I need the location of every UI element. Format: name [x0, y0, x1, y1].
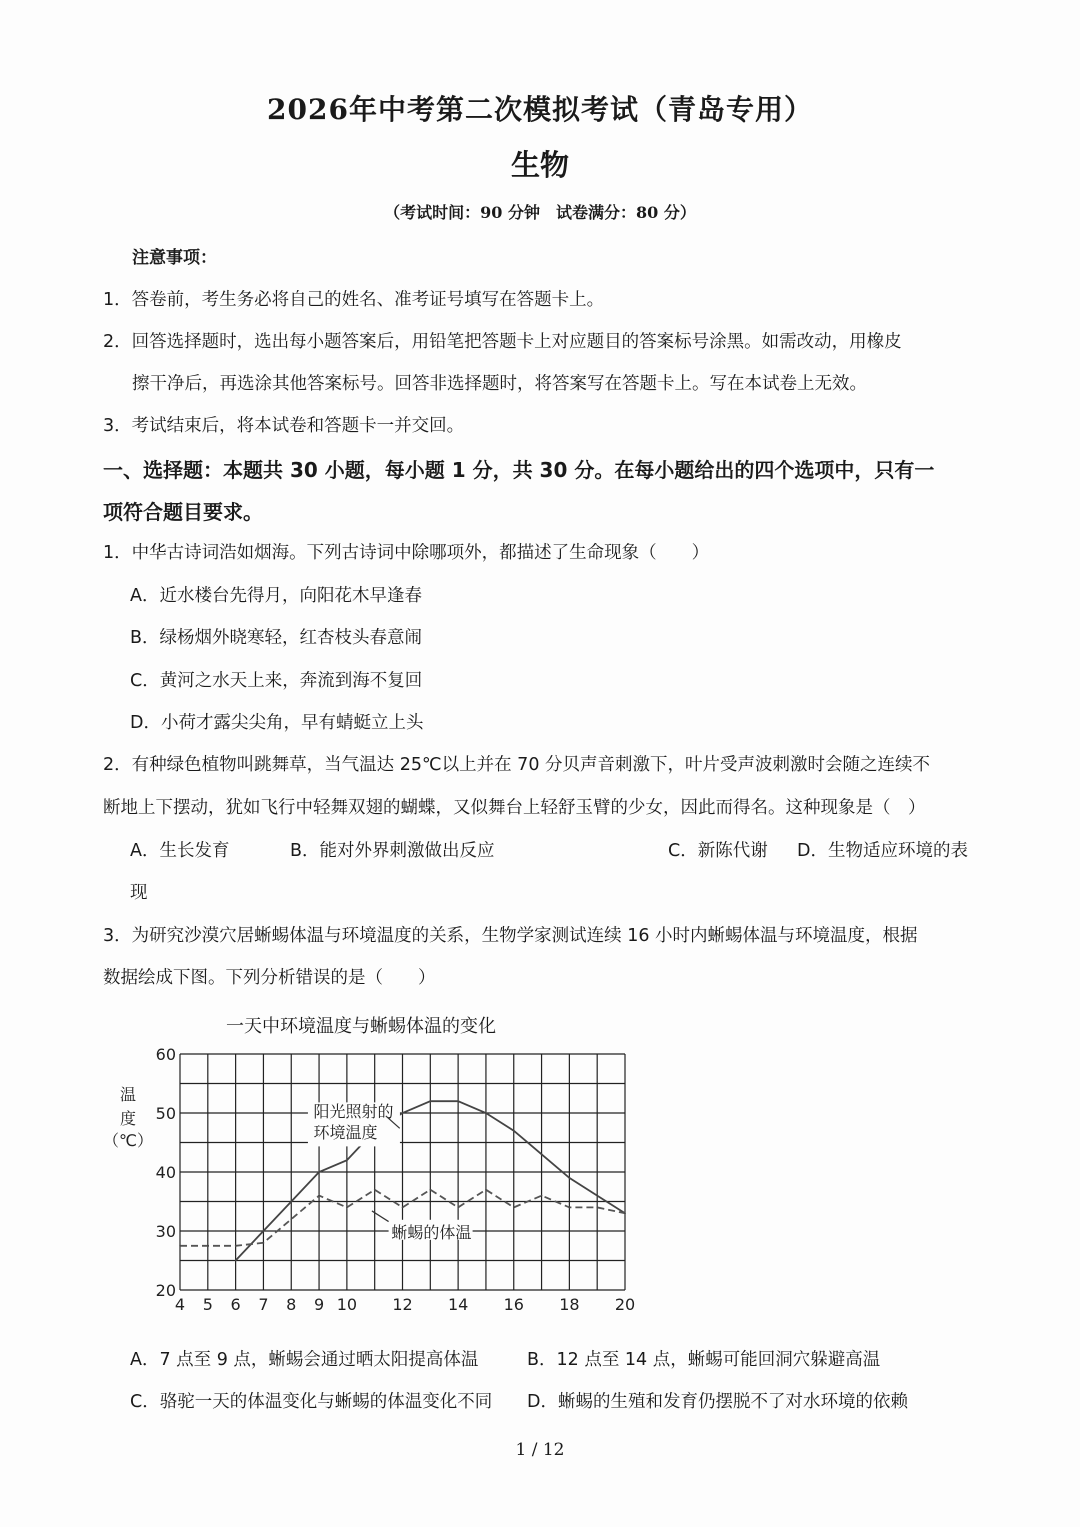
x-tick-label: 10 [336, 1295, 358, 1314]
ambient-temp-point [318, 1171, 320, 1173]
exam-meta: （考试时间：90 分钟 试卷满分：80 分） [384, 203, 696, 222]
q2-option-a: A．生长发育 [130, 841, 230, 861]
x-tick-label: 16 [503, 1295, 524, 1314]
notice-item-1: 1．答卷前，考生务必将自己的姓名、准考证号填写在答题卡上。 [103, 290, 605, 310]
y-tick-label: 40 [155, 1163, 176, 1182]
q3-option-d: D．蜥蜴的生殖和发育仍摆脱不了对水环境的依赖 [527, 1392, 908, 1412]
q3-option-a: A．7 点至 9 点，蜥蜴会通过晒太阳提高体温 [130, 1350, 479, 1370]
ambient-temp-point [596, 1195, 598, 1197]
x-tick-label: 4 [174, 1295, 186, 1314]
notice-item-2-cont: 擦干净后，再选涂其他答案标号。回答非选择题时，将答案写在答题卡上。写在本试卷上无效。 [132, 374, 867, 394]
ambient-series-label: 环境温度 [313, 1123, 378, 1143]
temperature-chart [100, 1036, 660, 1326]
lizard-temp-point [346, 1207, 348, 1209]
lizard-temp-point [596, 1207, 598, 1209]
q2-option-d: D．生物适应环境的表 [797, 841, 968, 861]
ambient-temp-point [513, 1130, 515, 1132]
chart-title: 一天中环境温度与蜥蜴体温的变化 [226, 1016, 496, 1037]
x-tick-label: 20 [614, 1295, 636, 1314]
y-tick-label: 60 [155, 1045, 176, 1064]
lizard-temp-point [485, 1189, 487, 1191]
lizard-temp-point [179, 1245, 181, 1247]
subject-title: 生物 [510, 148, 569, 182]
y-axis-label: 温 [119, 1085, 137, 1104]
q1-option-c: C．黄河之水天上来，奔流到海不复回 [130, 671, 423, 691]
q2-option-c: C．新陈代谢 [668, 841, 768, 861]
ambient-temp-point [290, 1201, 292, 1203]
q3-option-b: B．12 点至 14 点，蜥蜴可能回洞穴躲避高温 [527, 1350, 881, 1370]
lizard-temp-point [235, 1245, 237, 1247]
ambient-temp-point [430, 1100, 432, 1102]
q1-option-d: D．小荷才露尖尖角，早有蜻蜓立上头 [130, 713, 424, 733]
lizard-temp-point [513, 1207, 515, 1209]
x-tick-label: 5 [202, 1295, 213, 1314]
section-heading: 一、选择题：本题共 30 小题，每小题 1 分，共 30 分。在每小题给出的四个选项中，只有一 [103, 458, 935, 482]
lizard-temp-point [624, 1213, 626, 1215]
ambient-temp-point [457, 1100, 459, 1102]
q1-stem: 1．中华古诗词浩如烟海。下列古诗词中除哪项外，都描述了生命现象（ ） [103, 543, 710, 563]
lizard-temp-point [207, 1245, 209, 1247]
q2-stem-line1: 2．有种绿色植物叫跳舞草，当气温达 25℃以上并在 70 分贝声音刺激下，叶片受声波刺激时会随之连续不 [103, 755, 931, 775]
ambient-temp-point [346, 1159, 348, 1161]
ambient-temp-point [541, 1154, 543, 1156]
lizard-temp-point [263, 1242, 265, 1244]
y-axis-label: 度 [119, 1109, 137, 1128]
lizard-temp-point [318, 1195, 320, 1197]
x-tick-label: 9 [313, 1295, 325, 1314]
q1-option-b: B．绿杨烟外晓寒轻，红杏枝头春意闹 [130, 628, 423, 648]
lizard-temp-point [402, 1207, 404, 1209]
ambient-temp-point [402, 1112, 404, 1114]
ambient-temp-point [235, 1260, 237, 1262]
x-tick-label: 7 [258, 1295, 269, 1314]
section-heading-cont: 项符合题目要求。 [103, 500, 263, 524]
lizard-temp-point [541, 1195, 543, 1197]
ambient-temp-point [569, 1177, 571, 1179]
ambient-temp-point [263, 1230, 265, 1232]
notice-item-3: 3．考试结束后，将本试卷和答题卡一并交回。 [103, 416, 465, 436]
q2-option-d-cont: 现 [130, 883, 148, 903]
q3-option-c: C．骆驼一天的体温变化与蜥蜴的体温变化不同 [130, 1392, 493, 1412]
lizard-series-label: 蜥蜴的体温 [391, 1223, 472, 1243]
page-number: 1 / 12 [515, 1440, 565, 1460]
x-tick-label: 14 [447, 1295, 469, 1314]
q3-stem-line2: 数据绘成下图。下列分析错误的是（ ） [103, 968, 436, 988]
lizard-temp-point [569, 1207, 571, 1209]
x-tick-label: 6 [230, 1295, 241, 1314]
lizard-temp-point [457, 1207, 459, 1209]
q3-stem-line1: 3．为研究沙漠穴居蜥蜴体温与环境温度的关系，生物学家测试连续 16 小时内蜥蜴体温与环境温度，根据 [103, 926, 918, 946]
x-tick-label: 12 [392, 1295, 413, 1314]
x-tick-label: 8 [286, 1295, 297, 1314]
y-tick-label: 30 [155, 1222, 176, 1241]
x-tick-label: 18 [559, 1295, 580, 1314]
y-tick-label: 50 [155, 1104, 176, 1123]
ambient-temp-point [485, 1112, 487, 1114]
exam-title: 2026年中考第二次模拟考试（青岛专用） [267, 93, 813, 126]
y-axis-label: （℃） [103, 1131, 153, 1150]
lizard-temp-point [290, 1218, 292, 1220]
lizard-temp-point [430, 1189, 432, 1191]
notice-heading: 注意事项： [132, 248, 217, 268]
y-tick-label: 20 [155, 1281, 176, 1300]
notice-item-2: 2．回答选择题时，选出每小题答案后，用铅笔把答题卡上对应题目的答案标号涂黑。如需改动，用橡皮 [103, 332, 902, 352]
ambient-series-label: 阳光照射的 [313, 1102, 394, 1122]
lizard-temp-point [374, 1189, 376, 1191]
q2-stem-line2: 断地上下摆动，犹如飞行中轻舞双翅的蝴蝶，又似舞台上轻舒玉臂的少女，因此而得名。这种现象是（ ） [103, 798, 926, 818]
q2-option-b: B．能对外界刺激做出反应 [290, 841, 495, 861]
q1-option-a: A．近水楼台先得月，向阳花木早逢春 [130, 586, 422, 606]
